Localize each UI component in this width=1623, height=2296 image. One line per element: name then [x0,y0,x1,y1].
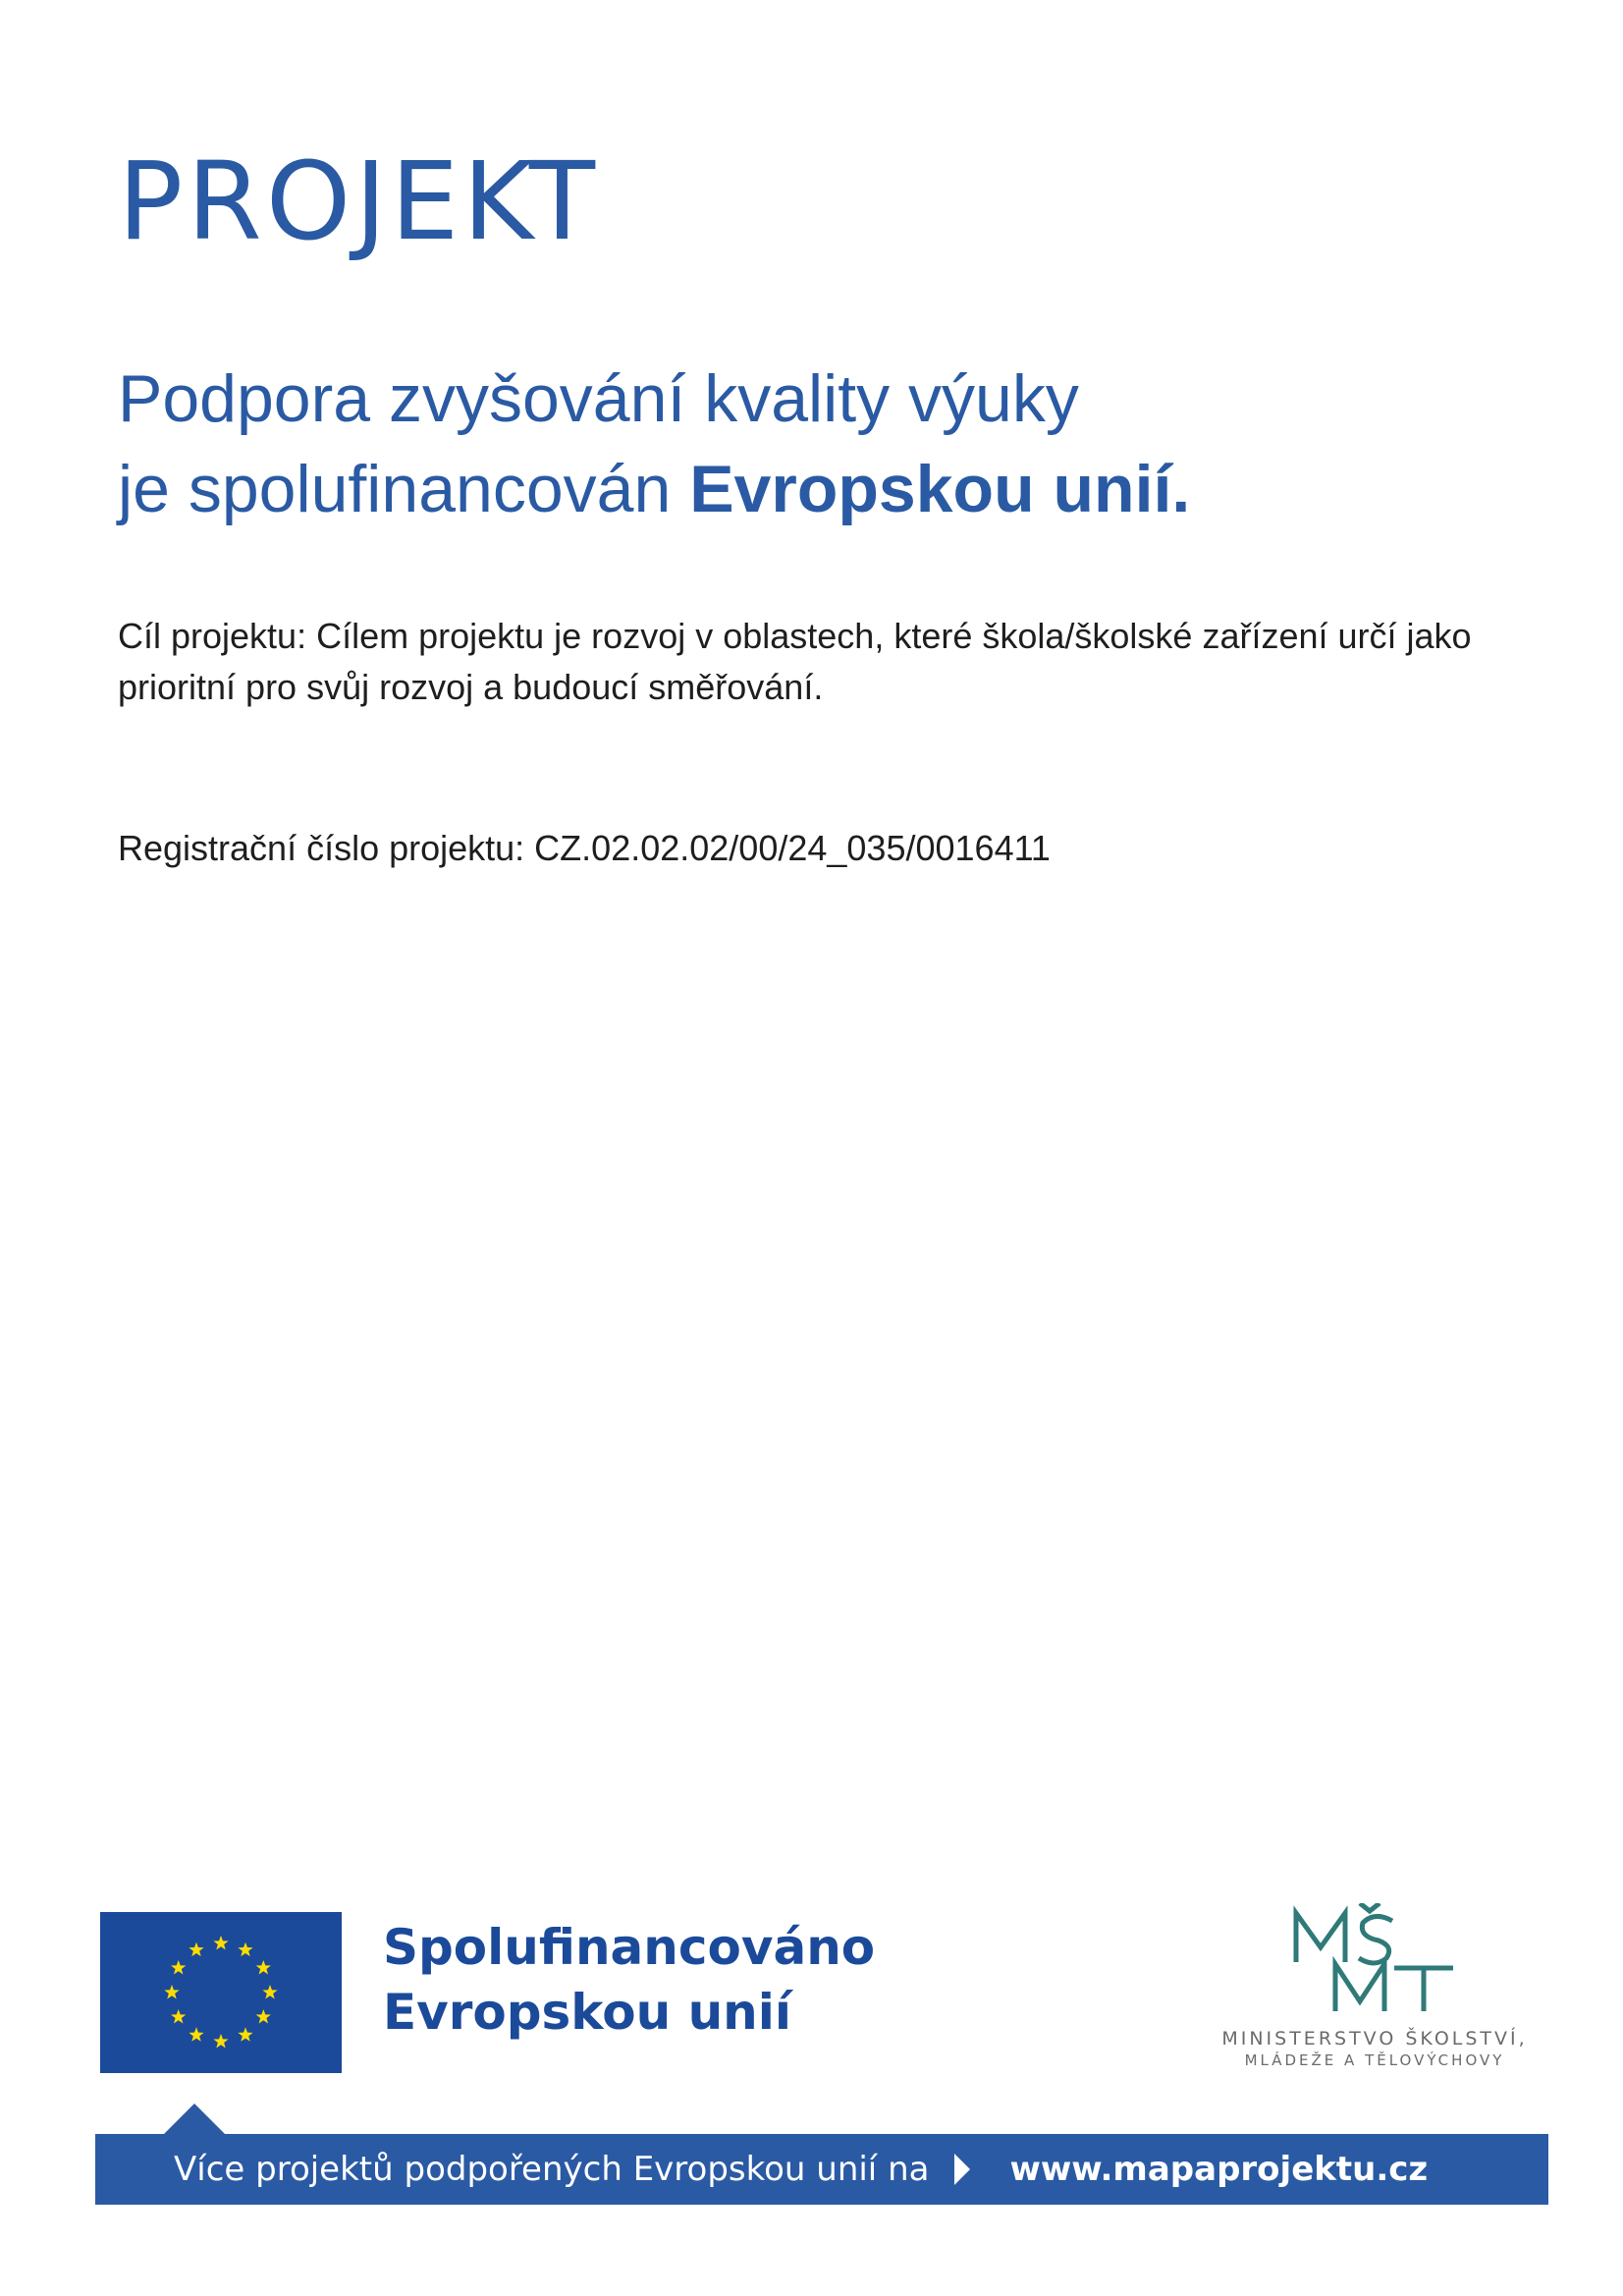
info-banner [95,2134,1548,2205]
subtitle-line-1: Podpora zvyšování kvality výuky [118,361,1079,436]
eu-logo-line-1: Spolufinancováno [383,1919,876,1976]
banner-text: Více projektů podpořených Evropskou unií na [174,2150,930,2189]
subtitle-line-2 [118,444,1190,534]
banner-notch [163,2104,226,2135]
eu-flag-icon [100,1912,342,2073]
play-arrow-icon [954,2154,970,2185]
eu-logo-line-2: Evropskou unií [383,1984,792,2041]
registration-number: Registrační číslo projektu: CZ.02.02.02/00/24_035/0016411 [118,828,1051,868]
subtitle-line-2-bold: Evropskou unií. [689,452,1191,526]
msmt-logo-text [1178,2028,1571,2069]
project-subtitle [118,354,1190,534]
banner-url-link[interactable]: www.mapaprojektu.cz [1009,2150,1429,2189]
msmt-logo-icon [1276,1903,1473,2021]
subtitle-line-2-prefix: je spolufinancován [118,452,690,526]
eu-cofinanced-logo [383,1915,875,2045]
project-goal: Cíl projektu: Cílem projektu je rozvoj v oblastech, které škola/školské zařízení určí jako prioritní pro svůj rozvoj a budoucí směřování. [118,616,1472,707]
msmt-line-1: MINISTERSTVO ŠKOLSTVÍ, [1221,2028,1528,2050]
msmt-line-2: MLÁDEŽE A TĚLOVÝCHOVY [1244,2051,1505,2069]
page-title: PROJEKT [118,138,600,264]
